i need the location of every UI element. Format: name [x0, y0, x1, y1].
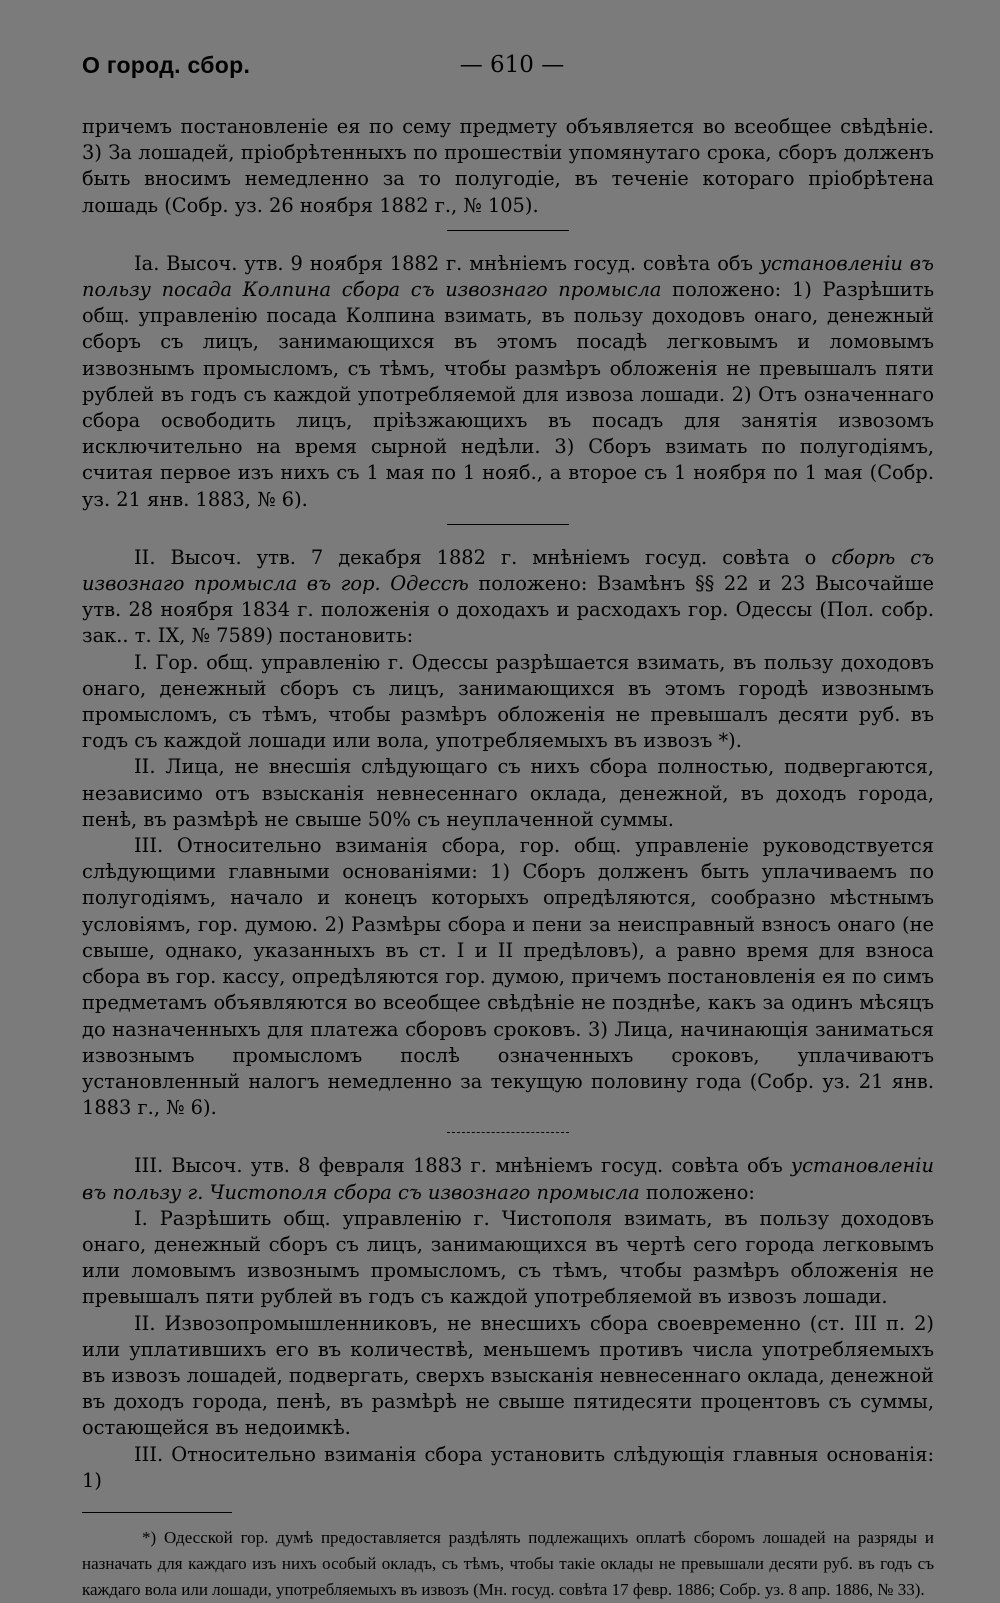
section-3-point-1: I. Разрѣшить общ. управленію г. Чистополя взимать, въ пользу доходовъ онаго, денежный сборъ съ лицъ, занимающихся въ чертѣ сего города легковымъ или ломовымъ извознымъ промысломъ, съ тѣмъ, чтобы размѣръ обложенія не превышалъ пяти рублей въ годъ съ каждой употребляемой въ извозъ лошади.: [82, 1206, 934, 1309]
section-1a-paragraph: [82, 251, 934, 513]
running-title: О город. сбор.: [82, 52, 251, 78]
section-3-paragraph: [82, 1153, 934, 1205]
section-2-lead: II. Высоч. утв. 7 декабря 1882 г. мнѣніемъ госуд. совѣта о: [134, 545, 832, 569]
footnote: *) Одесской гор. думѣ предоставляется раздѣлять подлежащихъ оплатѣ сборомъ лошадей на разряды и назначать для каждаго изъ нихъ особый окладъ, съ тѣмъ, чтобы такіе оклады не превышали десяти руб. въ годъ съ каждаго вола или лошади, употребляемыхъ въ извозъ (Мн. госуд. совѣта 17 февр. 1886; Собр. уз. 8 апр. 1886, № 33).: [82, 1527, 934, 1599]
section-separator: [447, 1132, 569, 1133]
section-3-subject: установленіи въ пользу г. Чистополя сбора съ извознаго промысла: [82, 1154, 934, 1204]
section-2-paragraph: [82, 545, 934, 650]
section-1a-lead: Іа. Высоч. утв. 9 ноября 1882 г. мнѣніемъ госуд. совѣта объ: [134, 251, 760, 275]
section-3-point-3: III. Относительно взиманія сбора установить слѣдующія главныя основанія: 1): [82, 1442, 934, 1492]
section-2-subject: сборѣ съ извознаго промысла въ гор. Одессѣ: [82, 545, 934, 596]
section-3-lead: III. Высоч. утв. 8 февраля 1883 г. мнѣніемъ госуд. совѣта объ: [134, 1154, 791, 1178]
section-2-point-1: I. Гор. общ. управленію г. Одессы разрѣшается взимать, въ пользу доходовъ онаго, денежный сборъ съ лицъ, занимающихся въ этомъ городѣ извознымъ промысломъ, съ тѣмъ, чтобы размѣръ обложенія не превышалъ десяти руб. въ годъ съ каждой лошади или вола, употребляемыхъ въ извозъ *).: [82, 650, 934, 753]
section-1a-text: положено: 1) Разрѣшить общ. управленію посада Колпина взимать, въ пользу доходовъ онаго, денежный сборъ съ лицъ, занимающихся въ этомъ посадѣ легковымъ и ломовымъ извознымъ промысломъ, съ тѣмъ, чтобы размѣръ обложенія не превышалъ пяти рублей въ годъ съ каждой употребляемой для извоза лошади. 2) Отъ означеннаго сбора освободить лицъ, пріѣзжающихъ въ посадъ для занятія извозомъ исключительно на время сырной недѣли. 3) Сборъ взимать по полугодіямъ, считая первое изъ нихъ съ 1 мая по 1 нояб., а второе съ 1 ноября по 1 мая (Собр. уз. 21 янв. 1883, № 6).: [82, 278, 935, 511]
footnote-rule: [82, 1512, 232, 1513]
section-3-text: положено:: [639, 1180, 755, 1204]
section-2-point-3: III. Относительно взиманія сбора, гор. общ. управленіе руководствуется слѣдующими главными основаніями: 1) Сборъ долженъ быть уплачиваемъ по полугодіямъ, начало и конецъ которыхъ опредѣляются, сообразно мѣстнымъ условіямъ, гор. думою. 2) Размѣры сбора и пени за неисправный взносъ онаго (не свыше, однако, указанныхъ въ ст. I и II предѣловъ), а равно время для взноса сбора въ гор. кассу, опредѣляются гор. думою, причемъ постановленія ея по симъ предметамъ объявляются во всеобщее свѣдѣніе не позднѣе, какъ за одинъ мѣсяцъ до назначенныхъ для платежа сборовъ сроковъ. 3) Лица, начинающія заниматься извознымъ промысломъ послѣ означенныхъ сроковъ, уплачиваютъ установленный налогъ немедленно за текущую половину года (Собр. уз. 21 янв. 1883 г., № 6).: [82, 834, 934, 1120]
page-header: [82, 52, 934, 92]
section-separator: [447, 230, 569, 231]
page-number: — 610 —: [459, 52, 565, 78]
page-body: [82, 114, 934, 1603]
section-separator: [447, 524, 569, 525]
section-2-point-2: II. Лица, не внесшія слѣдующаго съ нихъ сбора полностью, подвергаются, независимо отъ взысканія невнесеннаго оклада, денежной, въ доходъ города, пенѣ, въ размѣрѣ не свыше 50% съ неуплаченной суммы.: [82, 755, 934, 831]
section-1a-subject: установленіи въ пользу посада Колпина сбора съ извознаго промысла: [82, 251, 934, 302]
section-2-text: положено: Взамѣнъ §§ 22 и 23 Высочайше утв. 28 ноября 1834 г. положенія о доходахъ и расходахъ гор. Одессы (Пол. собр. зак.. т. IX, № 7589) постановить:: [82, 572, 934, 648]
section-3-point-2: II. Извозопромышленниковъ, не внесшихъ сбора своевременно (ст. III п. 2) или уплатившихъ его въ количествѣ, меньшемъ противъ числа употребляемыхъ въ извозъ лошадей, подвергать, сверхъ взысканія невнесеннаго оклада, денежной въ доходъ города, пенѣ, въ размѣрѣ не свыше пятидесяти процентовъ съ суммы, остающейся въ недоимкѣ.: [82, 1311, 934, 1440]
intro-paragraph: причемъ постановленіе ея по сему предмету объявляется во всеобщее свѣдѣніе. 3) За лошадей, пріобрѣтенныхъ по прошествіи упомянутаго срока, сборъ долженъ быть вносимъ немедленно за то полугодіе, въ теченіе котораго пріобрѣтена лошадь (Собр. уз. 26 ноября 1882 г., № 105).: [82, 115, 934, 217]
